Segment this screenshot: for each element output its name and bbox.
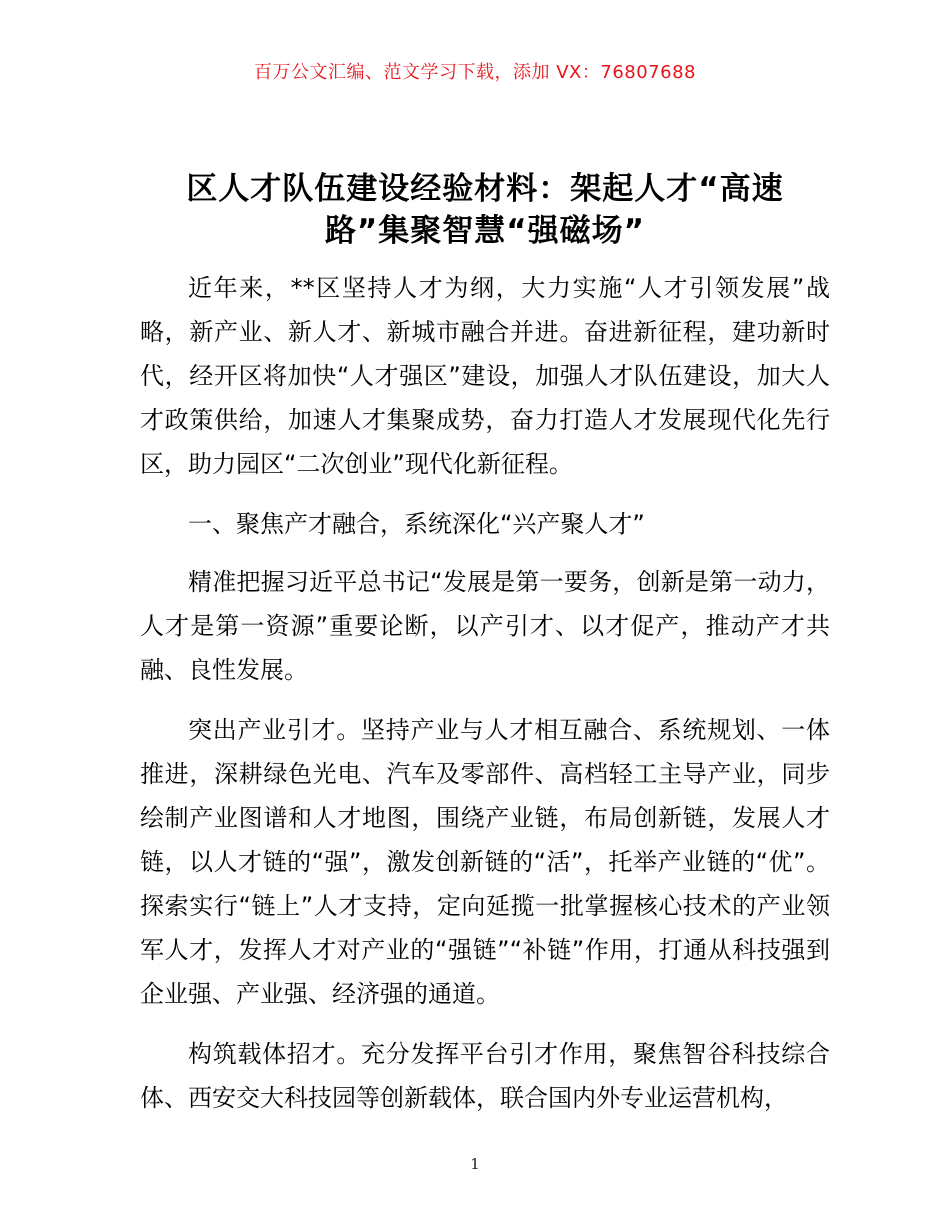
paragraph-intro: 近年来，**区坚持人才为纲，大力实施“人才引领发展”战略，新产业、新人才、新城市融合并进。奋进新征程，建功新时代，经开区将加快“人才强区”建设，加强人才队伍建设，加大人才政策供给，加速人才集聚成势，奋力打造人才发展现代化先行区，助力园区“二次创业”现代化新征程。 (140, 274, 830, 478)
title-line-2: 路”集聚智慧“强磁场” (324, 213, 646, 249)
title-line-1: 区人才队伍建设经验材料：架起人才“高速 (186, 171, 784, 207)
paragraph-industry-talent: 突出产业引才。坚持产业与人才相互融合、系统规划、一体推进，深耕绿色光电、汽车及零部件、高档轻工主导产业，同步绘制产业图谱和人才地图，围绕产业链，布局创新链，发展人才链，以人才链的“强”，激发创新链的“活”，托举产业链的“优”。探索实行“链上”人才支持，定向延揽一批掌握核心技术的产业领军人才，发挥人才对产业的“强链”“补链”作用，打通从科技强到企业强、产业强、经济强的通道。 (140, 716, 830, 1008)
document-body (140, 266, 830, 1136)
section-heading-1: 一、聚焦产才融合，系统深化“兴产聚人才” (188, 510, 645, 538)
document-title (140, 168, 830, 252)
paragraph-section-1-intro: 精准把握习近平总书记“发展是第一要务，创新是第一动力，人才是第一资源”重要论断，以产引才、以才促产，推动产才共融、良性发展。 (140, 568, 830, 684)
header-watermark-note: 百万公文汇编、范文学习下载，添加 VX：76807688 (254, 62, 696, 83)
paragraph-carrier-talent: 构筑载体招才。充分发挥平台引才作用，聚焦智谷科技综合体、西安交大科技园等创新载体，联合国内外专业运营机构， (140, 1040, 830, 1112)
page-number: 1 (470, 1155, 480, 1173)
